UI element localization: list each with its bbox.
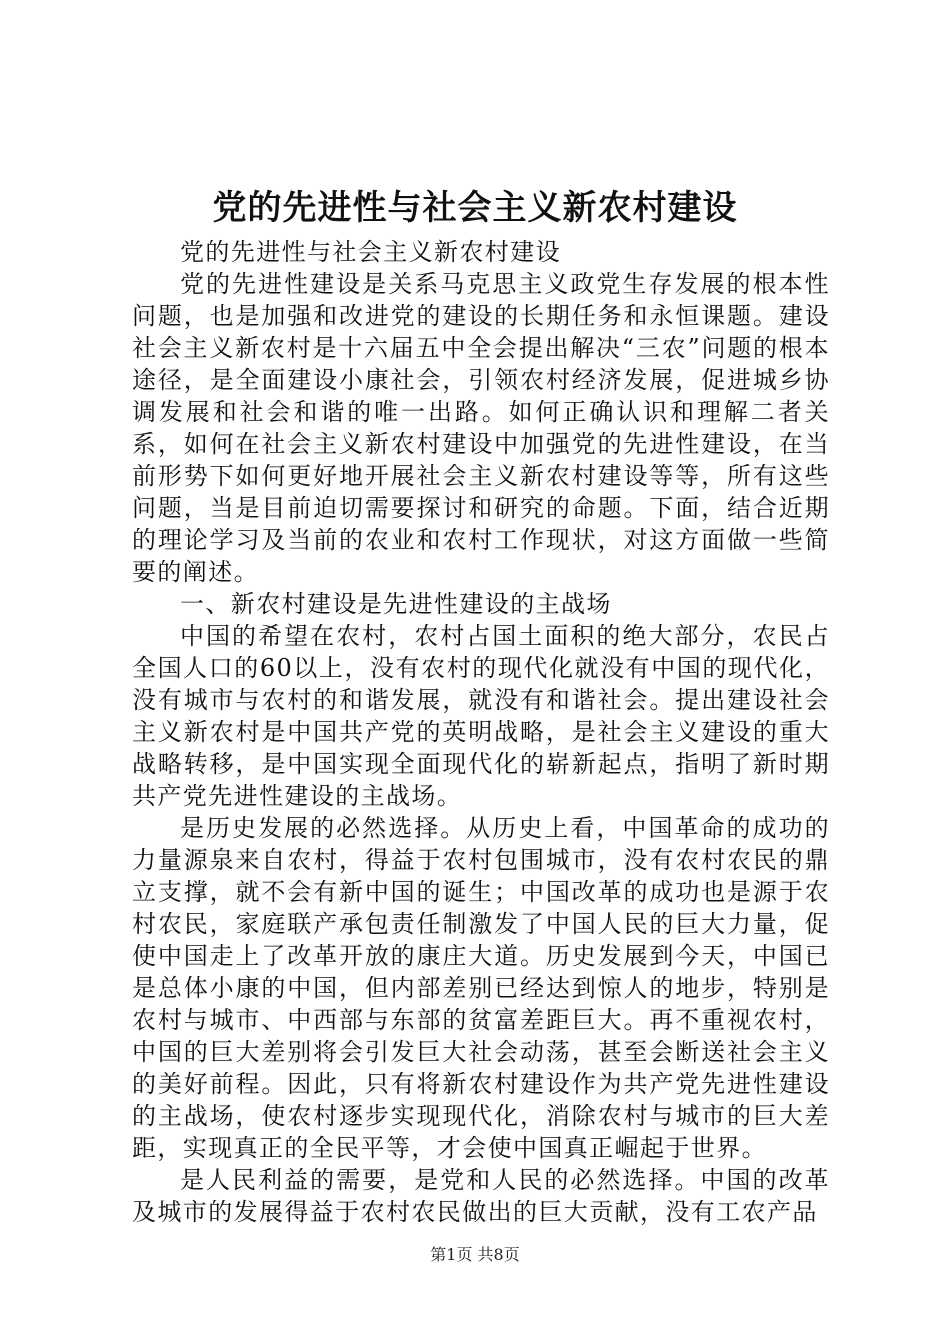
document-title: 党的先进性与社会主义新农村建设 [212, 188, 738, 228]
page-footer: 第1页 共8页 [430, 1245, 520, 1264]
paragraph-people-interest: 是人民利益的需要，是党和人民的必然选择。中国的改革及城市的发展得益于农村农民做出的巨大贡献，没有工农产品 [132, 1166, 830, 1226]
document-body [132, 236, 830, 1228]
paragraph-section-1: 中国的希望在农村，农村占国土面积的绝大部分，农民占全国人口的60以上，没有农村的现代化就没有中国的现代化，没有城市与农村的和谐发展，就没有和谐社会。提出建设社会主义新农村是中国共产党的英明战略，是社会主义建设的重大战略转移，是中国实现全面现代化的崭新起点，指明了新时期共产党先进性建设的主战场。 [132, 622, 830, 810]
paragraph-history: 是历史发展的必然选择。从历史上看，中国革命的成功的力量源泉来自农村，得益于农村包围城市，没有农村农民的鼎立支撑，就不会有新中国的诞生；中国改革的成功也是源于农村农民，家庭联产承包责任制激发了中国人民的巨大力量，促使中国走上了改革开放的康庄大道。历史发展到今天，中国已是总体小康的中国，但内部差别已经达到惊人的地步，特别是农村与城市、中西部与东部的贫富差距巨大。再不重视农村，中国的巨大差别将会引发巨大社会动荡，甚至会断送社会主义的美好前程。因此，只有将新农村建设作为共产党先进性建设的主战场，使农村逐步实现现代化，消除农村与城市的巨大差距，实现真正的全民平等，才会使中国真正崛起于世界。 [132, 814, 830, 1162]
section-heading-1: 一、新农村建设是先进性建设的主战场 [180, 590, 612, 618]
paragraph-subtitle: 党的先进性与社会主义新农村建设 [180, 238, 561, 266]
paragraph-intro: 党的先进性建设是关系马克思主义政党生存发展的根本性问题，也是加强和改进党的建设的长期任务和永恒课题。建设社会主义新农村是十六届五中全会提出解决“三农”问题的根本途径，是全面建设小康社会，引领农村经济发展，促进城乡协调发展和社会和谐的唯一出路。如何正确认识和理解二者关系，如何在社会主义新农村建设中加强党的先进性建设，在当前形势下如何更好地开展社会主义新农村建设等等，所有这些问题，当是目前迫切需要探讨和研究的命题。下面，结合近期的理论学习及当前的农业和农村工作现状，对这方面做一些简要的阐述。 [132, 270, 830, 586]
